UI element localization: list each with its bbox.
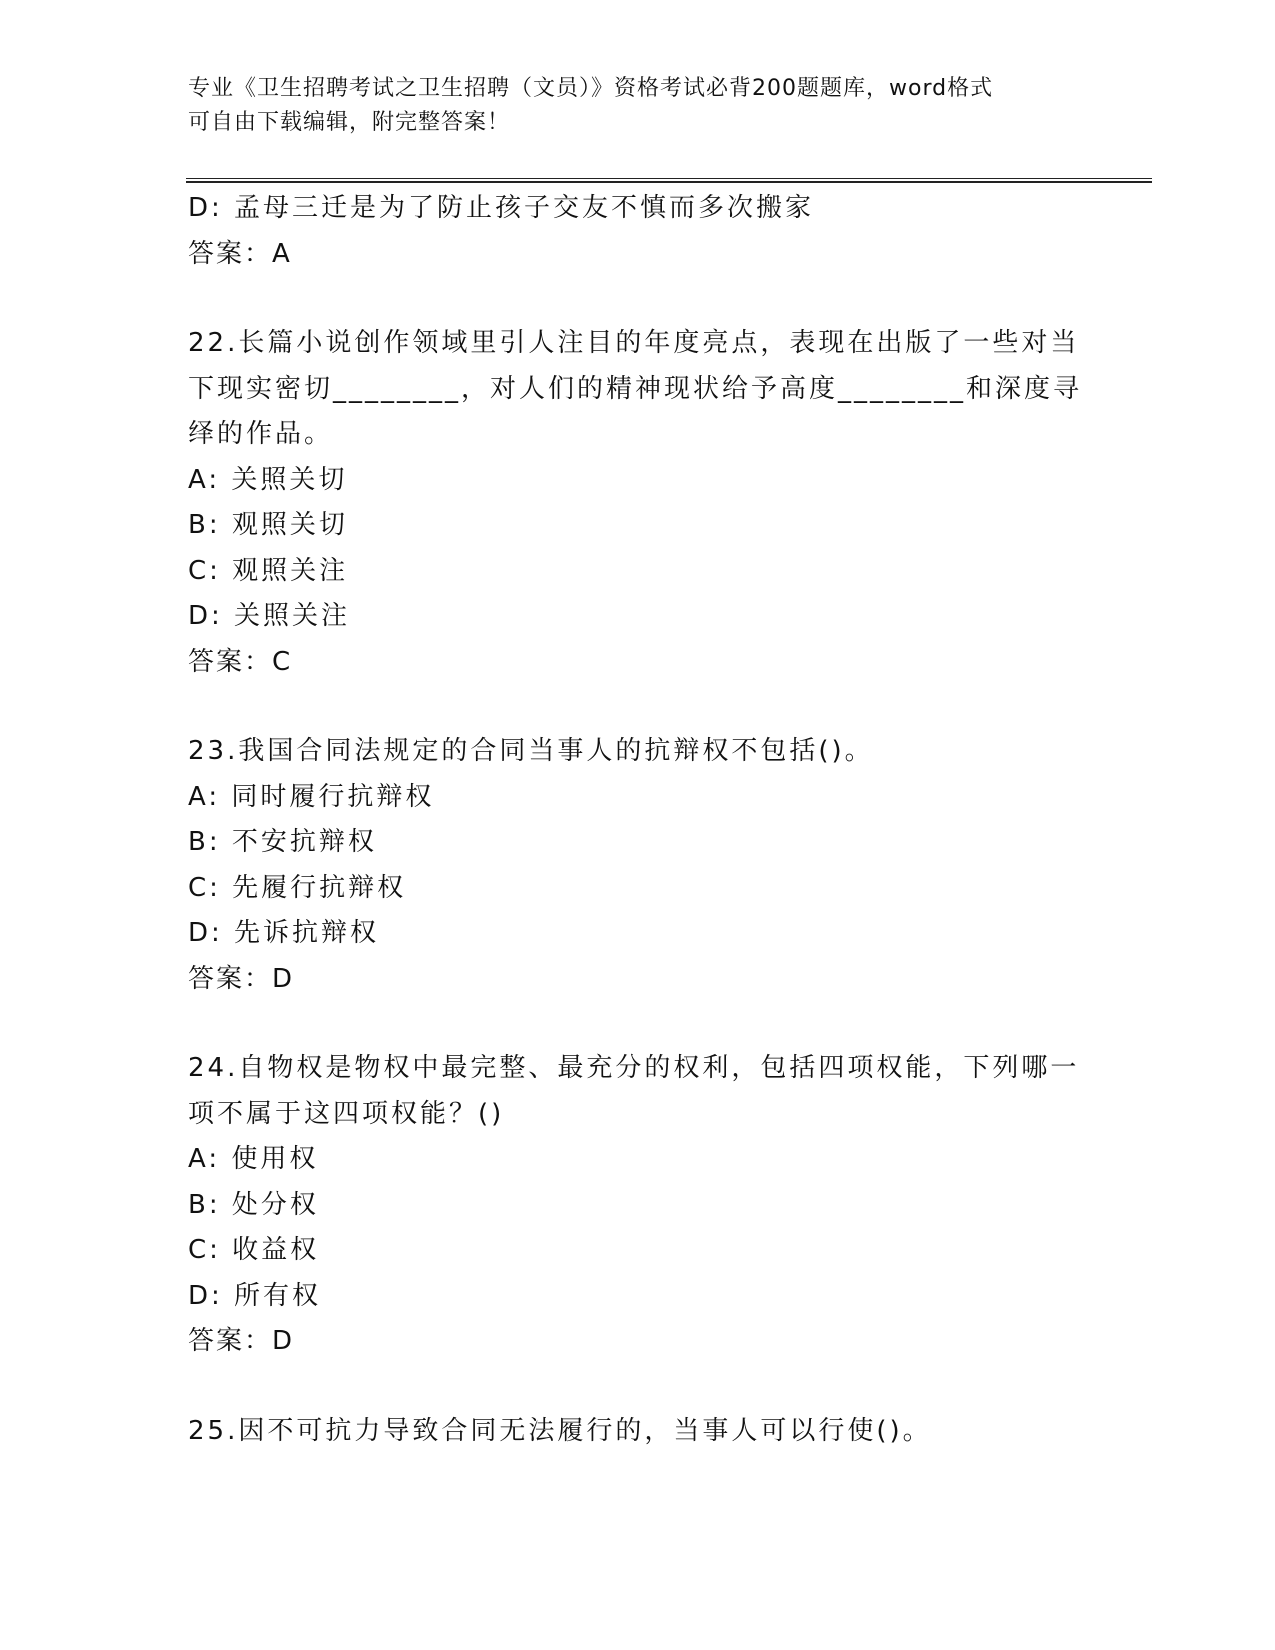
document-body bbox=[188, 186, 1088, 1454]
question-23 bbox=[188, 729, 1088, 1002]
option-d: D: 所有权 bbox=[188, 1280, 322, 1311]
question-stem: 24.自物权是物权中最完整、最充分的权利，包括四项权能，下列哪一项不属于这四项权能？() bbox=[188, 1053, 1080, 1129]
header-line-2: 可自由下载编辑，附完整答案！ bbox=[188, 110, 511, 135]
option-b: B: 观照关切 bbox=[188, 510, 348, 540]
page-header bbox=[188, 72, 1068, 140]
answer: 答案：C bbox=[188, 646, 293, 677]
option-d: D: 孟母三迁是为了防止孩子交友不慎而多次搬家 bbox=[188, 193, 815, 223]
answer: 答案：D bbox=[188, 963, 295, 994]
question-22 bbox=[188, 321, 1088, 685]
option-c: C: 先履行抗辩权 bbox=[188, 872, 407, 903]
option-a: A: 同时履行抗辩权 bbox=[188, 781, 435, 812]
option-a: A: 使用权 bbox=[188, 1144, 319, 1174]
spacer bbox=[188, 277, 1088, 321]
header-divider bbox=[186, 178, 1152, 183]
option-b: B: 不安抗辩权 bbox=[188, 827, 377, 857]
spacer bbox=[188, 1365, 1088, 1409]
answer: 答案：A bbox=[188, 238, 292, 269]
spacer bbox=[188, 1002, 1088, 1046]
option-d: D: 关照关注 bbox=[188, 601, 351, 631]
option-b: B: 处分权 bbox=[188, 1189, 319, 1220]
header-line-1: 专业《卫生招聘考试之卫生招聘（文员）》资格考试必背200题题库，word格式 bbox=[188, 76, 994, 101]
spacer bbox=[188, 685, 1088, 729]
option-d: D: 先诉抗辩权 bbox=[188, 918, 380, 948]
question-24 bbox=[188, 1046, 1088, 1365]
question-stem: 25.因不可抗力导致合同无法履行的，当事人可以行使()。 bbox=[188, 1415, 932, 1446]
option-a: A: 关照关切 bbox=[188, 464, 348, 495]
answer: 答案：D bbox=[188, 1326, 295, 1356]
question-stem: 23.我国合同法规定的合同当事人的抗辩权不包括()。 bbox=[188, 736, 874, 766]
question-25 bbox=[188, 1409, 1088, 1455]
question-stem: 22.长篇小说创作领域里引人注目的年度亮点，表现在出版了一些对当下现实密切________，对人们的精神现状给予高度________和深度寻绎的作品。 bbox=[188, 328, 1083, 449]
option-c: C: 观照关注 bbox=[188, 555, 349, 586]
option-c: C: 收益权 bbox=[188, 1235, 320, 1265]
